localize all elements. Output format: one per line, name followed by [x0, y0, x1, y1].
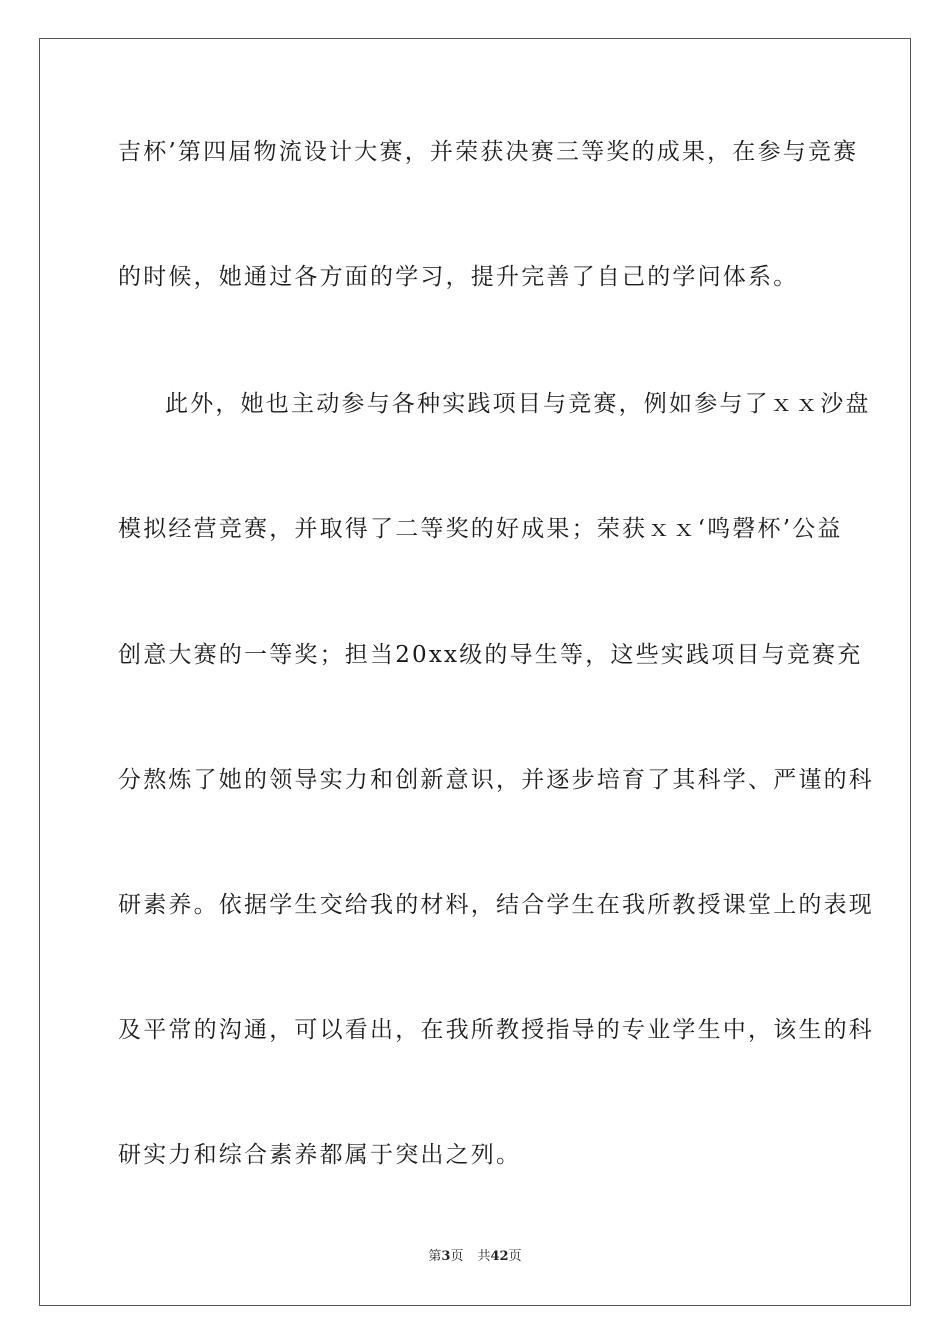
body-text-line-1: 吉杯’第四届物流设计大赛，并荣获决赛三等奖的成果，在参与竞赛: [118, 139, 859, 165]
body-text-line-6: 分熬炼了她的领导实力和创新意识，并逐步培育了其科学、严谨的科: [118, 767, 874, 793]
page-border: [39, 38, 911, 1306]
body-text-line-4: 模拟经营竞赛，并取得了二等奖的好成果；荣获ｘｘ‘鸣磬杯’公益: [118, 516, 843, 542]
total-label-prefix: 共: [477, 1249, 491, 1264]
page-footer: [0, 1248, 950, 1266]
total-pages: 42: [490, 1249, 509, 1264]
page-label-suffix: 页: [450, 1249, 464, 1264]
body-text-line-7: 研素养。依据学生交给我的材料，结合学生在我所教授课堂上的表现: [118, 892, 874, 918]
body-text-line-5: 创意大赛的一等奖；担当20xx级的导生等，这些实践项目与竞赛充: [118, 642, 863, 668]
body-text-line-3-paragraph-start: 此外，她也主动参与各种实践项目与竞赛，例如参与了ｘｘ沙盘: [165, 391, 871, 417]
page-number: 3: [441, 1249, 451, 1264]
page-label-prefix: 第: [428, 1249, 442, 1264]
body-text-line-9: 研实力和综合素养都属于突出之列。: [118, 1142, 522, 1168]
body-text-line-2: 的时候，她通过各方面的学习，提升完善了自己的学问体系。: [118, 264, 799, 290]
total-label-suffix: 页: [508, 1249, 522, 1264]
body-text-line-8: 及平常的沟通，可以看出，在我所教授指导的专业学生中，该生的科: [118, 1017, 874, 1043]
